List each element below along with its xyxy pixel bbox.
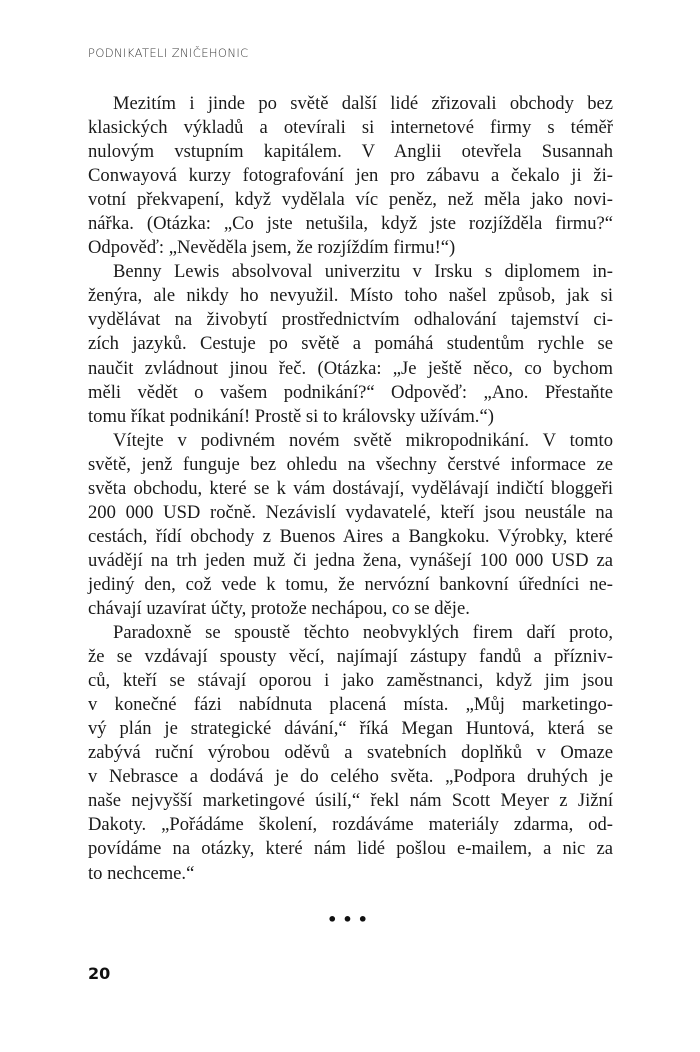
text-line: Dakoty. „Pořádáme školení, rozdáváme materiály zdarma, od- (88, 814, 613, 836)
text-line: uvádějí na trh jeden muž či jedna žena, vynášejí 100 000 USD za (88, 549, 613, 571)
text-line: měli vědět o vašem podnikání?“ Odpověď: „Ano. Přestaňte (88, 381, 613, 403)
text-line: ců, kteří se stávají oporou i jako zaměstnanci, když jim jsou (88, 670, 613, 692)
text-line: zích jazyků. Cestuje po světě a pomáhá studentům rychle se (88, 333, 613, 355)
text-line: nářka. (Otázka: „Co jste netušila, když jste rozjížděla firmu?“ (88, 213, 613, 235)
text-line: to nechceme.“ (88, 862, 195, 884)
text-line: jediný den, což vede k tomu, že nervózní bankovní úředníci ne- (88, 573, 613, 595)
text-line: klasických výkladů a otevírali si internetové firmy s téměř (88, 117, 613, 139)
text-line: votní překvapení, když vydělala víc peněz, než měla jako novi- (88, 189, 613, 211)
text-line: že se vzdávají spousty věcí, najímají zástupy fandů a přízniv- (88, 646, 613, 668)
text-line: cestách, řídí obchody z Buenos Aires a Bangkoku. Výrobky, které (88, 525, 613, 547)
running-head: PODNIKATELI ZNIČEHONIC (88, 46, 249, 60)
text-line: chávají uzavírat účty, protože nechápou, co se děje. (88, 597, 470, 619)
text-line: Mezitím i jinde po světě další lidé zřizovali obchody bez (113, 93, 613, 114)
paragraph (88, 621, 613, 886)
text-line: ženýra, ale nikdy ho nevyužil. Místo toho našel způsob, jak si (88, 285, 613, 307)
text-line: tomu říkat podnikání! Prostě si to královsky užívám.“) (88, 405, 494, 427)
text-line: zabývá ruční výrobou oděvů a svatebních doplňků v Omaze (88, 742, 613, 764)
text-line: naše nejvyšší marketingové úsilí,“ řekl nám Scott Meyer z Jižní (88, 790, 613, 812)
text-line: povídáme na otázky, které nám lidé pošlou e-mailem, a nic za (88, 838, 613, 860)
text-line: vydělávat na živobytí prostřednictvím odhalování tajemství ci- (88, 309, 613, 331)
text-line: Paradoxně se spoustě těchto neobvyklých firem daří proto, (113, 622, 613, 644)
text-line: v Nebrasce a dodává je do celého světa. „Podpora druhých je (88, 766, 613, 788)
text-line: vý plán je strategické dávání,“ říká Megan Huntová, která se (88, 718, 613, 740)
section-separator: ••• (327, 910, 373, 929)
text-line: v konečné fázi nabídnuta placená místa. „Můj marketingo- (88, 694, 613, 716)
paragraph (88, 429, 613, 621)
text-line: Conwayová kurzy fotografování jen pro zábavu a čekalo ji ži- (88, 165, 613, 187)
text-line: Odpověď: „Nevěděla jsem, že rozjíždím firmu!“) (88, 237, 456, 259)
text-line: Benny Lewis absolvoval univerzitu v Irsku s diplomem in- (113, 261, 613, 283)
body-text (88, 92, 613, 886)
text-line: naučit zvládnout jinou řeč. (Otázka: „Je ještě něco, co bychom (88, 357, 613, 379)
text-line: 200 000 USD ročně. Nezávislí vydavatelé, kteří jsou neustále na (88, 501, 613, 523)
page-number: 20 (88, 964, 111, 983)
paragraph (88, 92, 613, 260)
text-line: Vítejte v podivném novém světě mikropodnikání. V tomto (113, 429, 613, 451)
text-line: světě, jenž funguje bez ohledu na všechny čerstvé informace ze (88, 453, 613, 475)
paragraph (88, 260, 613, 428)
text-line: nulovým vstupním kapitálem. V Anglii otevřela Susannah (88, 141, 613, 163)
text-line: světa obchodu, které se k vám dostávají, vydělávají indičtí bloggeři (88, 477, 613, 499)
